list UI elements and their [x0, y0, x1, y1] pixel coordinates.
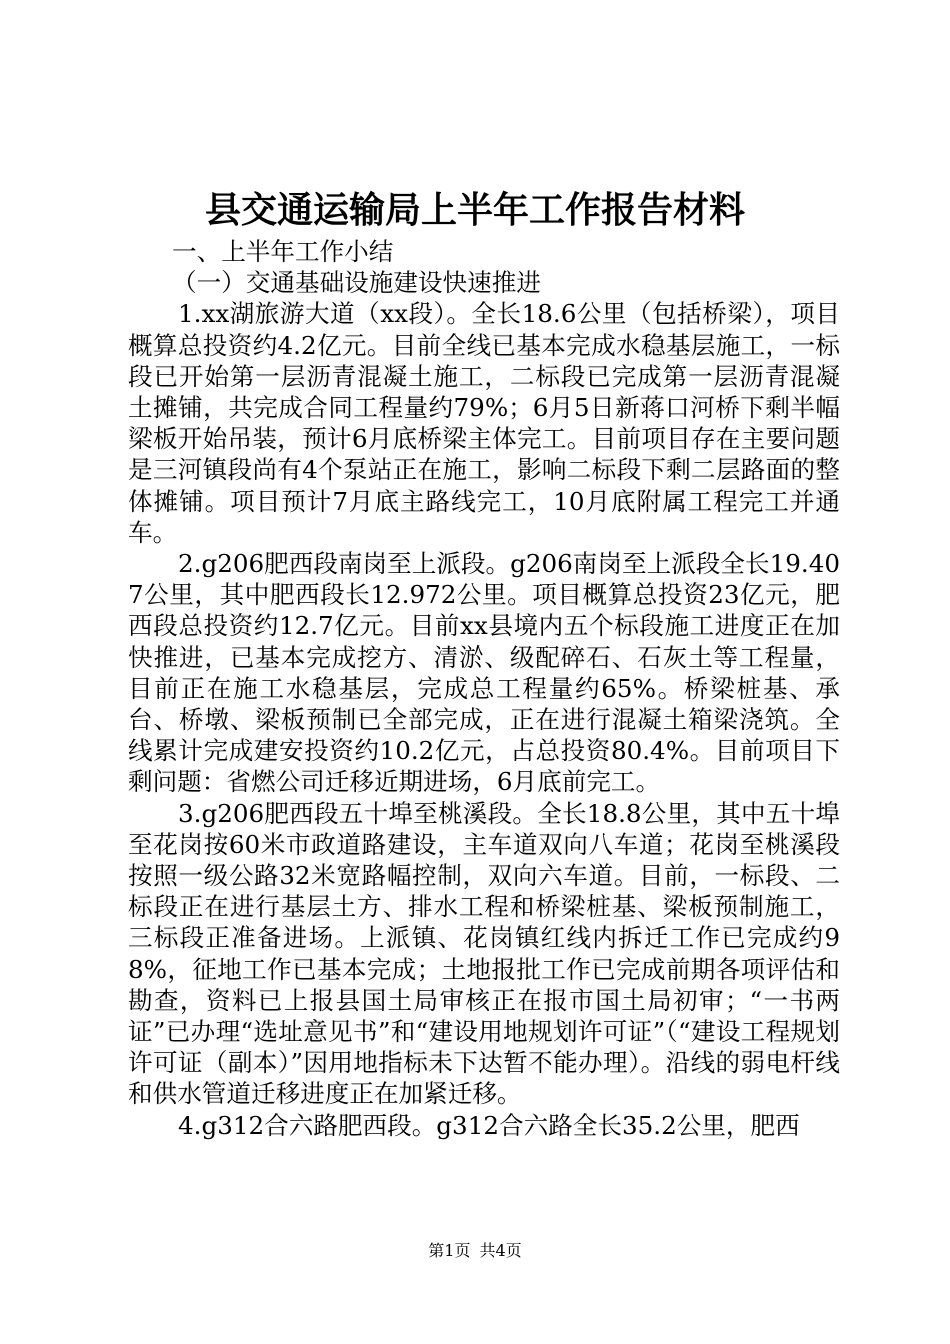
page-total: 共4页: [479, 1241, 522, 1260]
paragraph-1: 1.xx湖旅游大道（xx段）。全长18.6公里（包括桥梁），项目概算总投资约4.2亿元。目前全线已基本完成水稳基层施工，一标段已开始第一层沥青混凝土施工，二标段已完成第一层沥青混凝土摊铺，共完成合同工程量约79%；6月5日新蒋口河桥下剩半幅梁板开始吊装，预计6月底桥梁主体完工。目前项目存在主要问题是三河镇段尚有4个泵站正在施工，影响二标段下剩二层路面的整体摊铺。项目预计7月底主路线完工，10月底附属工程完工并通车。: [128, 299, 840, 547]
section-heading: 一、上半年工作小结: [172, 237, 394, 266]
page-number: 第1页: [428, 1241, 471, 1260]
paragraph-4: 4.g312合六路肥西段。g312合六路全长35.2公里，肥西: [178, 1110, 800, 1140]
paragraph-3: 3.g206肥西段五十埠至桃溪段。全长18.8公里，其中五十埠至花岗按60米市政道路建设，主车道双向八车道；花岗至桃溪段按照一级公路32米宽路幅控制，双向六车道。目前，一标段、二标段正在进行基层土方、排水工程和桥梁桩基、梁板预制施工，三标段正准备进场。上派镇、花岗镇红线内拆迁工作已完成约98%，征地工作已基本完成；土地报批工作已完成前期各项评估和勘查，资料已上报县国土局审核正在报市国土局初审；“一书两证”已办理“选址意见书”和“建设用地规划许可证”（“建设工程规划许可证（副本）”因用地指标未下达暂不能办理）。沿线的弱电杆线和供水管道迁移进度正在加紧迁移。: [128, 798, 840, 1109]
subsection-heading: （一）交通基础设施建设快速推进: [172, 268, 541, 298]
paragraph-2: 2.g206肥西段南岗至上派段。g206南岗至上派段全长19.407公里，其中肥西段长12.972公里。项目概算总投资23亿元，肥西段总投资约12.7亿元。目前xx县境内五个标段施工进度正在加快推进，已基本完成挖方、清淤、级配碎石、石灰土等工程量，目前正在施工水稳基层，完成总工程量约65%。桥梁桩基、承台、桥墩、梁板预制已全部完成，正在进行混凝土箱梁浇筑。全线累计完成建安投资约10.2亿元，占总投资80.4%。目前项目下剩问题：省燃公司迁移近期进场，6月底前完工。: [128, 549, 840, 797]
document-title: 县交通运输局上半年工作报告材料: [204, 189, 745, 231]
document-body: [128, 236, 840, 1141]
page-footer: [0, 1241, 950, 1261]
